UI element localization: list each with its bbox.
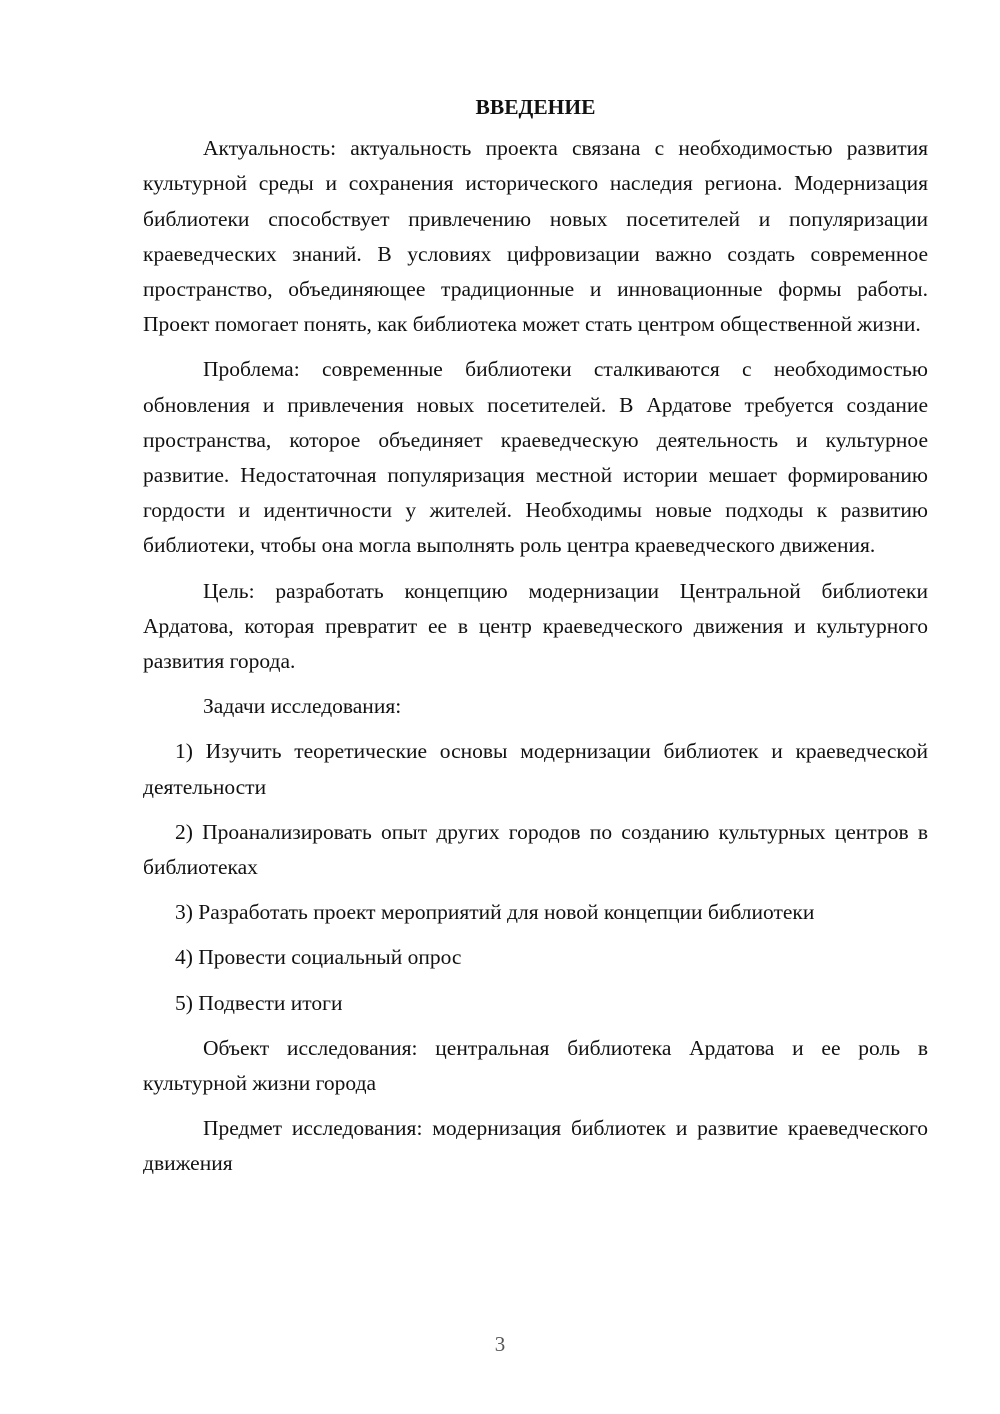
task-item: 5) Подвести итоги — [175, 990, 343, 1015]
task-item: 1) Изучить теоретические основы модернизации библиотек и краеведческой деятельности — [143, 739, 928, 799]
document-body — [143, 90, 928, 1192]
problem-paragraph: Проблема: современные библиотеки сталкиваются с необходимостью обновления и привлечения новых посетителей. В Ардатове требуется создание пространства, которое объединяет краеведческую деятельность и культурное развитие. Недостаточная популяризация местной истории мешает формированию гордости и идентичности у жителей. Необходимы новые подходы к развитию библиотеки, чтобы она могла выполнять роль центра краеведческого движения. — [143, 357, 928, 558]
page-number: 3 — [494, 1332, 506, 1356]
goal-paragraph: Цель: разработать концепцию модернизации Центральной библиотеки Ардатова, которая превратит ее в центр краеведческого движения и культурного развития города. — [143, 578, 928, 674]
task-item: 4) Провести социальный опрос — [175, 945, 462, 970]
relevance-paragraph: Актуальность: актуальность проекта связана с необходимостью развития культурной среды и сохранения исторического наследия региона. Модернизация библиотеки способствует привлечению новых посетителей и популяризации краеведческих знаний. В условиях цифровизации важно создать современное пространство, объединяющее традиционные и инновационные формы работы. Проект помогает понять, как библиотека может стать центром общественной жизни. — [143, 136, 928, 337]
research-subject-paragraph: Предмет исследования: модернизация библиотек и развитие краеведческого движения — [143, 1116, 928, 1176]
page-title: ВВЕДЕНИЕ — [475, 95, 596, 119]
research-object-paragraph: Объект исследования: центральная библиотека Ардатова и ее роль в культурной жизни города — [143, 1035, 928, 1096]
tasks-heading: Задачи исследования: — [203, 694, 402, 719]
task-item: 3) Разработать проект мероприятий для новой концепции библиотеки — [175, 900, 815, 925]
task-item: 2) Проанализировать опыт других городов по созданию культурных центров в библиотеках — [143, 819, 928, 880]
